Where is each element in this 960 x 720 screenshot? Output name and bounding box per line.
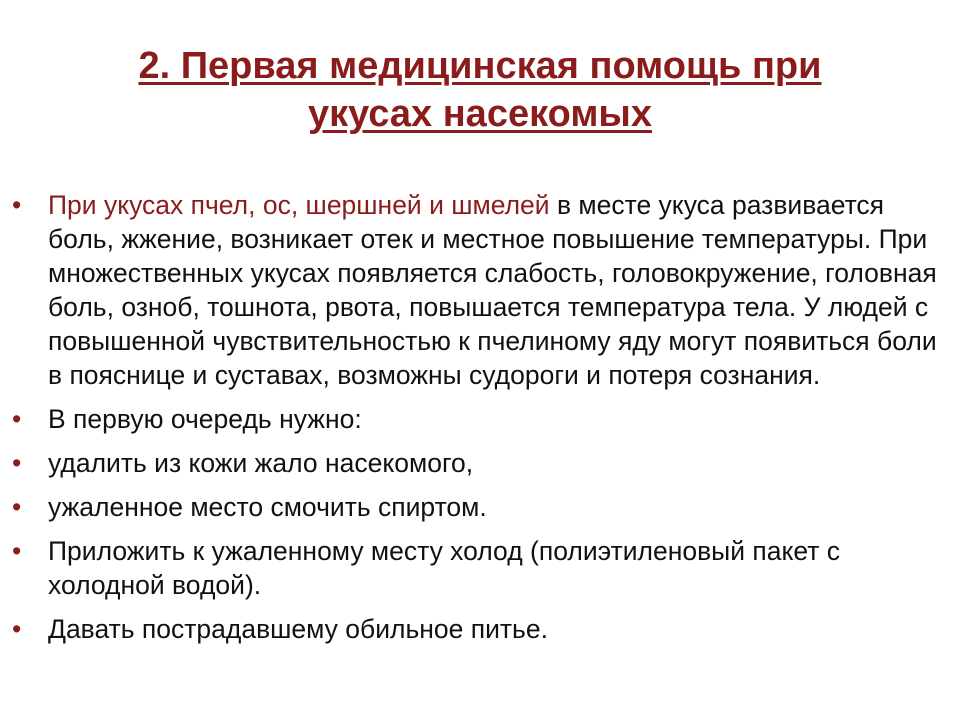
bullet-dot-icon: • — [12, 536, 22, 566]
bullet-item-alcohol — [12, 490, 942, 524]
bullet-text: удалить из кожи жало насекомого, — [48, 448, 474, 478]
bullet-item-symptoms — [12, 188, 942, 392]
bullet-item-first-steps — [12, 402, 942, 436]
bullet-list — [12, 188, 942, 656]
bullet-dot-icon: • — [12, 190, 22, 220]
bullet-text: В первую очередь нужно: — [48, 404, 362, 434]
slide-title — [40, 42, 920, 138]
bullet-dot-icon: • — [12, 448, 22, 478]
bullet-item-remove-stinger — [12, 446, 942, 480]
bullet-item-drinking — [12, 612, 942, 646]
bullet-dot-icon: • — [12, 404, 22, 434]
bullet-text: Приложить к ужаленному месту холод (полиэтиленовый пакет с холодной водой). — [48, 536, 840, 600]
bullet-text: в месте укуса развивается боль, жжение, возникает отек и местное повышение температуры. При множественных укусах появляется слабость, головокружение, головная боль, озноб, тошнота, рвота, повышается температура тела. У людей с повышенной чувствительностью к пчелиному яду могут появиться боли в пояснице и суставах, возможны судороги и потеря сознания. — [48, 190, 937, 390]
slide-title-line-2: укусах насекомых — [307, 93, 653, 135]
bullet-text: Давать пострадавшему обильное питье. — [48, 614, 548, 644]
bullet-accent-text: При укусах пчел, ос, шершней и шмелей — [48, 190, 550, 220]
bullet-text: ужаленное место смочить спиртом. — [48, 492, 487, 522]
bullet-dot-icon: • — [12, 614, 22, 644]
slide-title-line-1: 2. Первая медицинская помощь при — [138, 45, 822, 87]
bullet-dot-icon: • — [12, 492, 22, 522]
bullet-item-cold — [12, 534, 942, 602]
